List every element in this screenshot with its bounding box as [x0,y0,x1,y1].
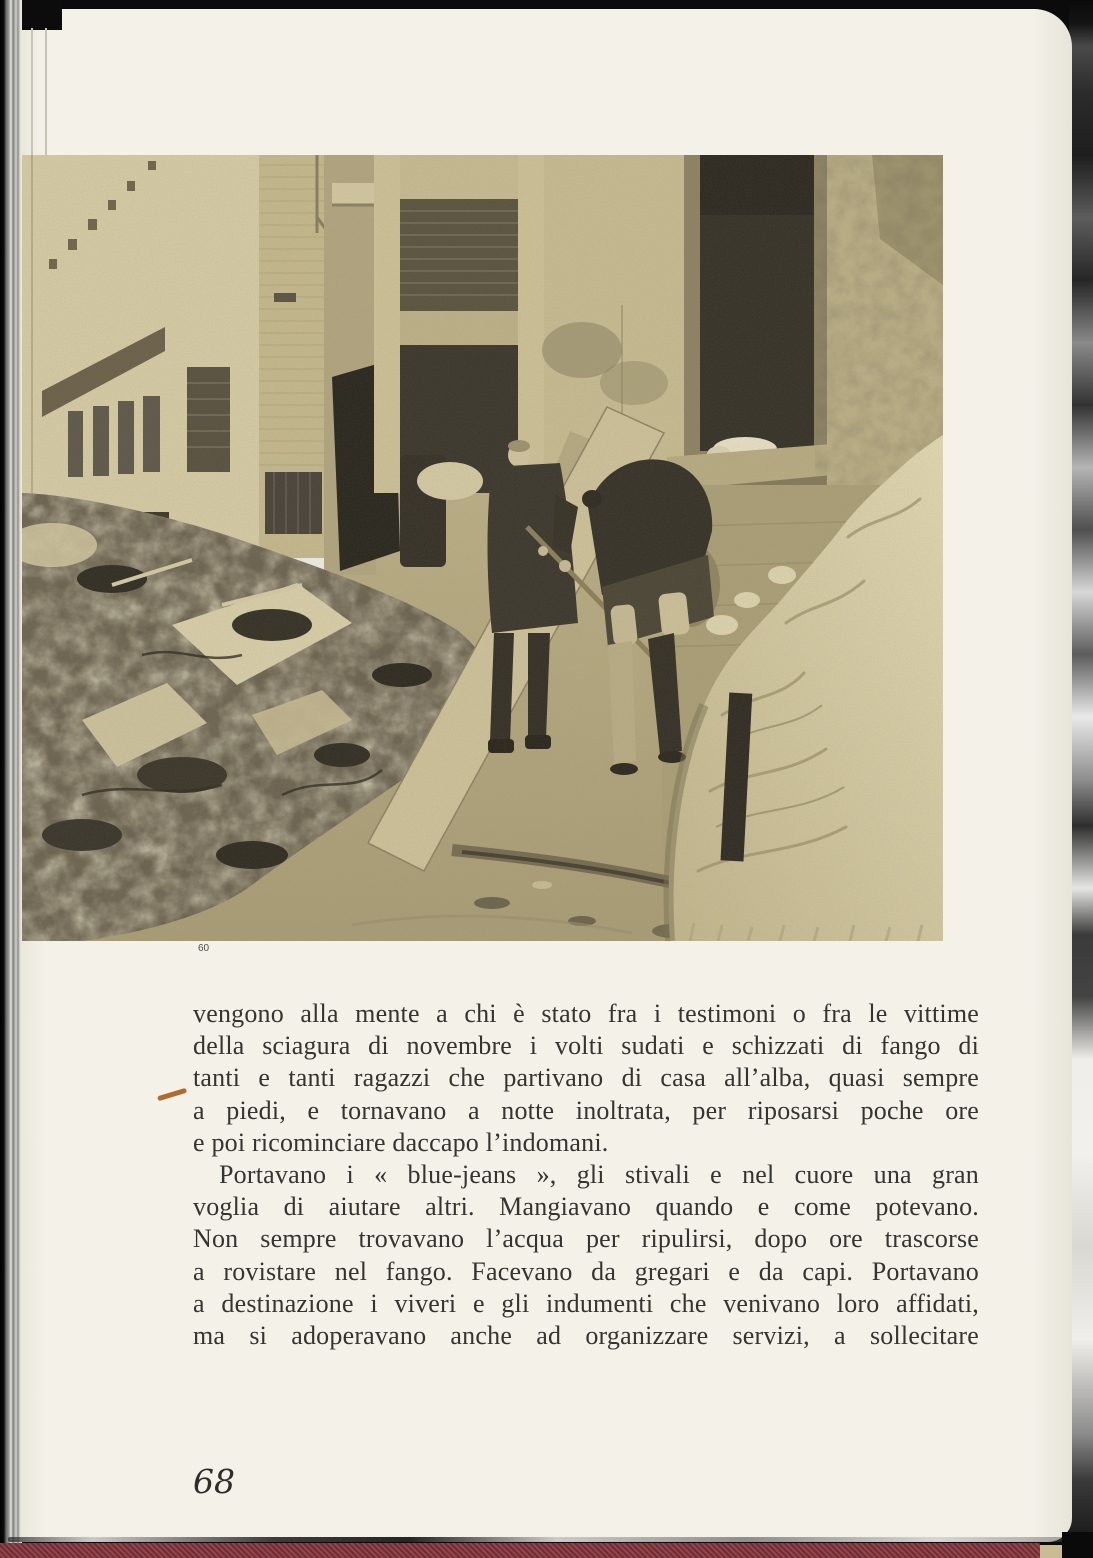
scan-corner-shadow [1062,1532,1093,1558]
next-page-edge [1069,0,1093,1558]
page-edge-line [45,28,47,156]
page-number: 68 [193,1462,235,1501]
text-line: voglia di aiutare altri. Mangiavano quando e come potevano. [193,1192,979,1222]
text-line: a rovistare nel fango. Facevano da gregari e da capi. Portavano [193,1256,979,1286]
text-line: ma si adoperavano anche ad organizzare servizi, a sollecitare [193,1321,979,1351]
body-text [193,998,979,1352]
text-line: e poi ricominciare daccapo l’indomani. [193,1127,609,1157]
text-line: della sciagura di novembre i volti sudati e schizzati di fango di [193,1031,979,1061]
flood-photo-illustration [22,155,943,941]
page-edge-line [31,28,33,156]
text-line: a destinazione i viveri e gli indumenti che venivano loro affidati, [193,1288,979,1318]
text-line: a piedi, e tornavano a notte inoltrata, per riposarsi poche ore [193,1095,979,1125]
text-line: Portavano i « blue-jeans », gli stivali e nel cuore una gran [219,1160,979,1190]
text-line: Non sempre trovavano l’acqua per ripulirsi, dopo ore trascorse [193,1224,979,1254]
text-line: vengono alla mente a chi è stato fra i testimoni o fra le vittime [193,999,979,1028]
book-cover-strip [0,1543,1040,1558]
text-line: tanti e tanti ragazzi che partivano di casa all’alba, quasi sempre [193,1063,979,1093]
page-bottom-shadow [8,1537,1064,1542]
page-edges-left [0,0,22,1558]
photo-caption: 60 [198,943,210,954]
flood-photo [22,155,943,941]
